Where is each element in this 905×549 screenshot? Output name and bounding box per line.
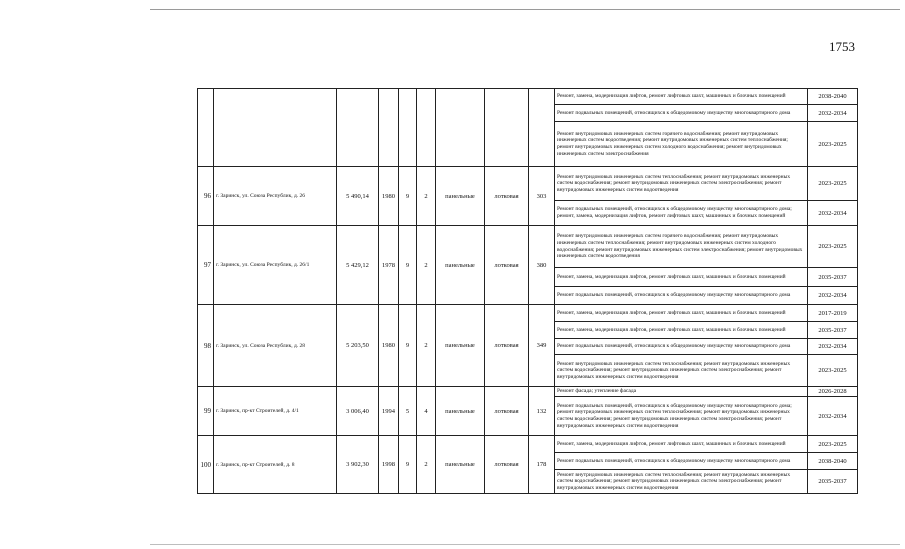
address-cell: г. Заринск, пр-кт Строителей, д. 4/1 [214,387,337,436]
entrances-cell: 2 [417,167,436,226]
residents-cell: 349 [529,305,555,387]
address-cell: г. Заринск, ул. Союза Республик, д. 28 [214,305,337,387]
work-description-cell: Ремонт подвальных помещений, относящихся к общедомовому имуществу многоквартирного дома [555,339,808,355]
floors-cell: 5 [399,387,417,436]
work-description-cell: Ремонт подвальных помещений, относящихся к общедомовому имуществу многоквартирного дома; ремонт, замена, модернизация лифтов, ремонт лифтовых шахт, машинных и блочных помещений [555,201,808,226]
row-number: 100 [198,436,214,494]
area-cell: 3 902,30 [337,436,379,494]
entrances-cell: 4 [417,387,436,436]
work-description-cell: Ремонт подвальных помещений, относящихся к общедомовому имуществу многоквартирного дома; ремонт внутридомовых инженерных систем теплоснабжения; ремонт внутридомовых инженерных систем водоснабжения; ремонт внутридомовых инженерных систем электроснабжения; ремонт внутридомовых инженерных систем водоотведения [555,397,808,436]
work-description-cell: Ремонт подвальных помещений, относящихся к общедомовому имуществу многоквартирного дома [555,287,808,305]
work-period-cell: 2032-2034 [808,397,858,436]
area-cell [337,89,379,167]
housing-register-table [197,88,858,494]
entrances-cell: 2 [417,305,436,387]
work-description-cell: Ремонт, замена, модернизация лифтов, ремонт лифтовых шахт, машинных и блочных помещений [555,305,808,322]
residents-cell: 132 [529,387,555,436]
table-row [198,436,858,453]
work-period-cell: 2032-2034 [808,201,858,226]
wall-material-cell [436,89,485,167]
floors-cell [399,89,417,167]
table-row [198,305,858,322]
roof-type-cell [485,89,529,167]
row-number: 98 [198,305,214,387]
floors-cell: 9 [399,167,417,226]
work-description-cell: Ремонт подвальных помещений, относящихся к общедомовому имуществу многоквартирного дома [555,453,808,470]
wall-material-cell: панельные [436,167,485,226]
year-built-cell: 1978 [379,226,399,305]
scan-edge-bottom [150,544,900,545]
roof-type-cell: лотковая [485,167,529,226]
row-number: 96 [198,167,214,226]
page-number: 1753 [829,39,855,54]
work-description-cell: Ремонт внутридомовых инженерных систем горячего водоснабжения; ремонт внутридомовых инженерных систем водоотведения; ремонт внутридомовых инженерных систем теплоснабжения; ремонт внутридомовых инженерных систем холодного водоснабжения; ремонт внутридомовых инженерных систем электроснабжения [555,122,808,167]
work-description-cell: Ремонт подвальных помещений, относящихся к общедомовому имуществу многоквартирного дома [555,105,808,122]
year-built-cell: 1994 [379,387,399,436]
area-cell: 5 203,50 [337,305,379,387]
work-period-cell: 2023-2025 [808,122,858,167]
work-period-cell: 2038-2040 [808,89,858,105]
work-period-cell: 2023-2025 [808,436,858,453]
work-period-cell: 2035-2037 [808,470,858,494]
work-period-cell: 2032-2034 [808,287,858,305]
work-description-cell: Ремонт, замена, модернизация лифтов, ремонт лифтовых шахт, машинных и блочных помещений [555,268,808,287]
work-description-cell: Ремонт внутридомовых инженерных систем горячего водоснабжения; ремонт внутридомовых инженерных систем теплоснабжения; ремонт внутридомовых инженерных систем холодного водоснабжения; ремонт внутридомовых инженерных систем электроснабжения; ремонт внутридомовых инженерных систем водоотведения [555,226,808,268]
area-cell: 5 490,14 [337,167,379,226]
wall-material-cell: панельные [436,305,485,387]
work-period-cell: 2017-2019 [808,305,858,322]
roof-type-cell: лотковая [485,305,529,387]
row-number: 97 [198,226,214,305]
address-cell: г. Заринск, пр-кт Строителей, д. 8 [214,436,337,494]
residents-cell [529,89,555,167]
floors-cell: 9 [399,436,417,494]
work-description-cell: Ремонт внутридомовых инженерных систем теплоснабжения; ремонт внутридомовых инженерных систем водоснабжения; ремонт внутридомовых инженерных систем электроснабжения; ремонт внутридомовых инженерных систем водоотведения [555,167,808,201]
floors-cell: 9 [399,226,417,305]
year-built-cell [379,89,399,167]
work-description-cell: Ремонт внутридомовых инженерных систем теплоснабжения; ремонт внутридомовых инженерных систем водоснабжения; ремонт внутридомовых инженерных систем электроснабжения; ремонт внутридомовых инженерных систем водоотведения [555,470,808,494]
work-period-cell: 2023-2025 [808,226,858,268]
wall-material-cell: панельные [436,436,485,494]
work-period-cell: 2038-2040 [808,453,858,470]
residents-cell: 380 [529,226,555,305]
work-description-cell: Ремонт внутридомовых инженерных систем теплоснабжения; ремонт внутридомовых инженерных систем водоснабжения; ремонт внутридомовых инженерных систем электроснабжения; ремонт внутридомовых инженерных систем водоотведения [555,355,808,387]
entrances-cell [417,89,436,167]
year-built-cell: 1980 [379,167,399,226]
area-cell: 3 006,40 [337,387,379,436]
wall-material-cell: панельные [436,387,485,436]
table-row [198,89,858,105]
work-description-cell: Ремонт, замена, модернизация лифтов, ремонт лифтовых шахт, машинных и блочных помещений [555,436,808,453]
roof-type-cell: лотковая [485,387,529,436]
work-period-cell: 2032-2034 [808,105,858,122]
work-period-cell: 2023-2025 [808,355,858,387]
floors-cell: 9 [399,305,417,387]
entrances-cell: 2 [417,226,436,305]
entrances-cell: 2 [417,436,436,494]
work-period-cell: 2032-2034 [808,339,858,355]
table-row [198,387,858,397]
address-cell [214,89,337,167]
area-cell: 5 429,12 [337,226,379,305]
scan-edge-top [150,9,900,10]
row-number [198,89,214,167]
work-period-cell: 2026-2028 [808,387,858,397]
address-cell: г. Заринск, ул. Союза Республик, д. 26 [214,167,337,226]
roof-type-cell: лотковая [485,226,529,305]
residents-cell: 303 [529,167,555,226]
work-period-cell: 2035-2037 [808,268,858,287]
work-description-cell: Ремонт, замена, модернизация лифтов, ремонт лифтовых шахт, машинных и блочных помещений [555,89,808,105]
year-built-cell: 1998 [379,436,399,494]
table-row [198,167,858,201]
work-description-cell: Ремонт, замена, модернизация лифтов, ремонт лифтовых шахт, машинных и блочных помещений [555,322,808,339]
row-number: 99 [198,387,214,436]
year-built-cell: 1980 [379,305,399,387]
residents-cell: 178 [529,436,555,494]
roof-type-cell: лотковая [485,436,529,494]
work-period-cell: 2023-2025 [808,167,858,201]
address-cell: г. Заринск, ул. Союза Республик, д. 26/1 [214,226,337,305]
work-description-cell: Ремонт фасада; утепление фасада [555,387,808,397]
table-row [198,226,858,268]
wall-material-cell: панельные [436,226,485,305]
work-period-cell: 2035-2037 [808,322,858,339]
